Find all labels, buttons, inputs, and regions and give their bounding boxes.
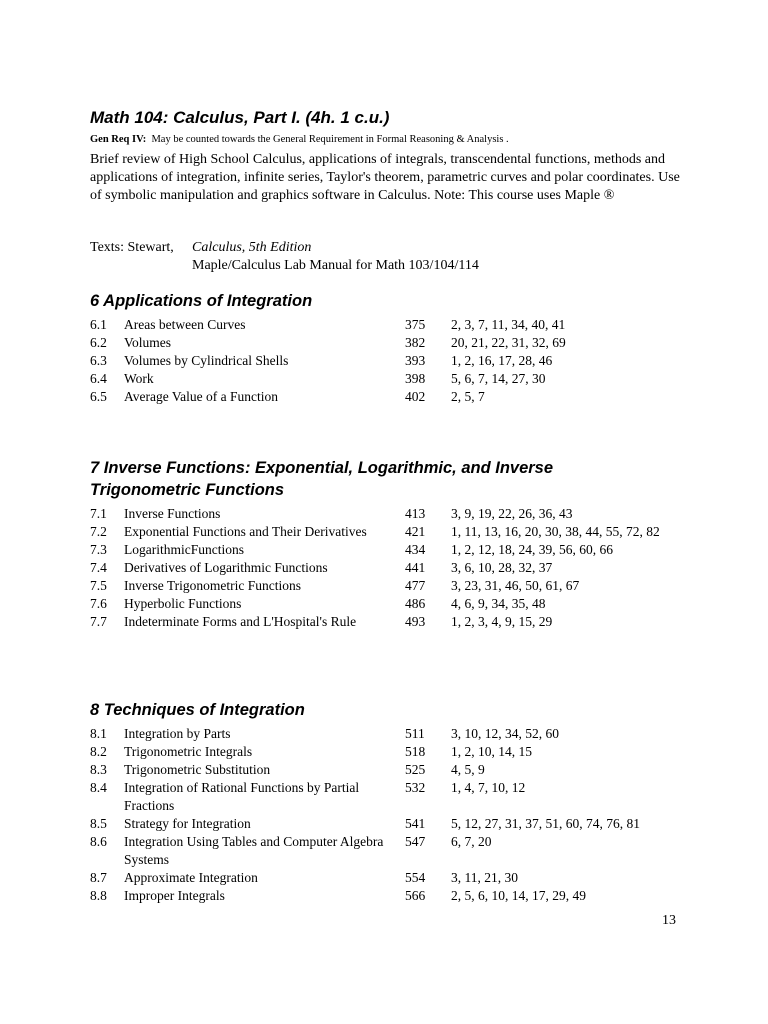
topic-title: LogarithmicFunctions [124, 542, 244, 557]
exercise-list: 5, 12, 27, 31, 37, 51, 60, 74, 76, 81 [451, 816, 640, 831]
section-row [90, 523, 690, 541]
section-number: 6.3 [90, 353, 107, 368]
section-row [90, 316, 690, 334]
section-number: 8.2 [90, 744, 107, 759]
section-row [90, 869, 690, 887]
section-row [90, 595, 690, 613]
section-number: 7.3 [90, 542, 107, 557]
page-ref: 511 [405, 726, 425, 741]
section-7 [90, 457, 690, 631]
section-number: 8.7 [90, 870, 107, 885]
section-rows [90, 725, 690, 905]
gen-req-text: May be counted towards the General Requirement in Formal Reasoning & Analysis . [151, 134, 509, 145]
section-number: 8.3 [90, 762, 107, 777]
gen-req-label: Gen Req IV: [90, 134, 147, 145]
page-ref: 402 [405, 389, 426, 404]
course-description: Brief review of High School Calculus, applications of integrals, transcendental functions, methods and applications of integration, infinite series, Taylor's theorem, parametric curves and polar coordinates. Use of symbolic manipulation and graphics software in Calculus. Note: This course uses Maple ® [90, 152, 680, 203]
topic-title: Derivatives of Logarithmic Functions [124, 560, 328, 575]
topic-title: Indeterminate Forms and L'Hospital's Rule [124, 614, 357, 629]
section-heading: 8 Techniques of Integration [90, 701, 305, 719]
topic-title: Approximate Integration [124, 870, 258, 885]
page-ref: 566 [405, 888, 426, 903]
section-number: 8.5 [90, 816, 107, 831]
course-title: Math 104: Calculus, Part I. (4h. 1 c.u.) [90, 108, 390, 127]
page-ref: 421 [405, 524, 426, 539]
page-ref: 434 [405, 542, 426, 557]
section-number: 7.7 [90, 614, 107, 629]
section-row [90, 613, 690, 631]
section-row [90, 559, 690, 577]
page-ref: 493 [405, 614, 426, 629]
section-row [90, 334, 690, 352]
texts-label: Texts: Stewart, [90, 240, 174, 255]
page-ref: 375 [405, 317, 426, 332]
section-rows [90, 316, 690, 406]
page-ref: 525 [405, 762, 426, 777]
section-row [90, 779, 690, 815]
textbook-title: Calculus, 5th Edition [192, 240, 312, 255]
topic-title: Trigonometric Substitution [124, 762, 271, 777]
section-6 [90, 290, 690, 406]
page-ref: 393 [405, 353, 426, 368]
topic-title: Exponential Functions and Their Derivatives [124, 524, 367, 539]
page-ref: 441 [405, 560, 426, 575]
page-ref: 413 [405, 506, 426, 521]
exercise-list: 3, 11, 21, 30 [451, 870, 518, 885]
section-number: 8.4 [90, 780, 107, 795]
section-number: 7.1 [90, 506, 107, 521]
exercise-list: 1, 2, 3, 4, 9, 15, 29 [451, 614, 553, 629]
topic-title: Integration by Parts [124, 726, 231, 741]
section-row [90, 743, 690, 761]
section-number: 8.1 [90, 726, 107, 741]
exercise-list: 3, 6, 10, 28, 32, 37 [451, 560, 553, 575]
section-row [90, 370, 690, 388]
topic-title: Hyperbolic Functions [124, 596, 242, 611]
exercise-list: 1, 11, 13, 16, 20, 30, 38, 44, 55, 72, 82 [451, 524, 660, 539]
section-number: 6.5 [90, 389, 107, 404]
topic-title: Integration Using Tables and Computer Algebra Systems [124, 834, 384, 867]
texts-block [90, 239, 479, 275]
exercise-list: 20, 21, 22, 31, 32, 69 [451, 335, 566, 350]
topic-title: Integration of Rational Functions by Partial Fractions [124, 780, 360, 813]
topic-title: Inverse Functions [124, 506, 221, 521]
exercise-list: 3, 23, 31, 46, 50, 61, 67 [451, 578, 580, 593]
page-ref: 486 [405, 596, 426, 611]
page-ref: 398 [405, 371, 426, 386]
section-number: 7.5 [90, 578, 107, 593]
exercise-list: 4, 5, 9 [451, 762, 485, 777]
section-row [90, 815, 690, 833]
section-row [90, 505, 690, 523]
exercise-list: 2, 3, 7, 11, 34, 40, 41 [451, 317, 566, 332]
exercise-list: 6, 7, 20 [451, 834, 492, 849]
page-number: 13 [662, 913, 676, 928]
exercise-list: 3, 10, 12, 34, 52, 60 [451, 726, 559, 741]
page-ref: 547 [405, 834, 426, 849]
exercise-list: 1, 2, 10, 14, 15 [451, 744, 532, 759]
section-number: 6.2 [90, 335, 107, 350]
exercise-list: 1, 2, 16, 17, 28, 46 [451, 353, 553, 368]
exercise-list: 3, 9, 19, 22, 26, 36, 43 [451, 506, 573, 521]
lab-manual-title: Maple/Calculus Lab Manual for Math 103/104/114 [192, 258, 479, 273]
page-ref: 541 [405, 816, 426, 831]
section-number: 7.6 [90, 596, 107, 611]
section-number: 6.1 [90, 317, 107, 332]
page-ref: 554 [405, 870, 426, 885]
section-number: 8.6 [90, 834, 107, 849]
section-row [90, 388, 690, 406]
section-row [90, 761, 690, 779]
section-number: 6.4 [90, 371, 107, 386]
exercise-list: 1, 2, 12, 18, 24, 39, 56, 60, 66 [451, 542, 613, 557]
topic-title: Inverse Trigonometric Functions [124, 578, 301, 593]
section-row [90, 352, 690, 370]
topic-title: Areas between Curves [124, 317, 246, 332]
section-number: 7.4 [90, 560, 107, 575]
topic-title: Strategy for Integration [124, 816, 251, 831]
section-row [90, 833, 690, 869]
page-ref: 518 [405, 744, 426, 759]
gen-req-note [90, 134, 509, 145]
section-rows [90, 505, 690, 631]
exercise-list: 2, 5, 7 [451, 389, 485, 404]
section-row [90, 887, 690, 905]
section-row [90, 725, 690, 743]
page-ref: 477 [405, 578, 426, 593]
section-number: 8.8 [90, 888, 107, 903]
section-8 [90, 699, 690, 905]
page-ref: 532 [405, 780, 426, 795]
topic-title: Improper Integrals [124, 888, 225, 903]
exercise-list: 4, 6, 9, 34, 35, 48 [451, 596, 546, 611]
page-ref: 382 [405, 335, 426, 350]
topic-title: Average Value of a Function [124, 389, 278, 404]
exercise-list: 2, 5, 6, 10, 14, 17, 29, 49 [451, 888, 586, 903]
section-heading: 7 Inverse Functions: Exponential, Logarithmic, and Inverse Trigonometric Functions [90, 459, 554, 499]
topic-title: Volumes by Cylindrical Shells [124, 353, 289, 368]
exercise-list: 1, 4, 7, 10, 12 [451, 780, 526, 795]
topic-title: Volumes [124, 335, 172, 350]
topic-title: Trigonometric Integrals [124, 744, 253, 759]
topic-title: Work [124, 371, 154, 386]
section-row [90, 541, 690, 559]
exercise-list: 5, 6, 7, 14, 27, 30 [451, 371, 546, 386]
section-heading: 6 Applications of Integration [90, 292, 313, 310]
section-number: 7.2 [90, 524, 107, 539]
section-row [90, 577, 690, 595]
